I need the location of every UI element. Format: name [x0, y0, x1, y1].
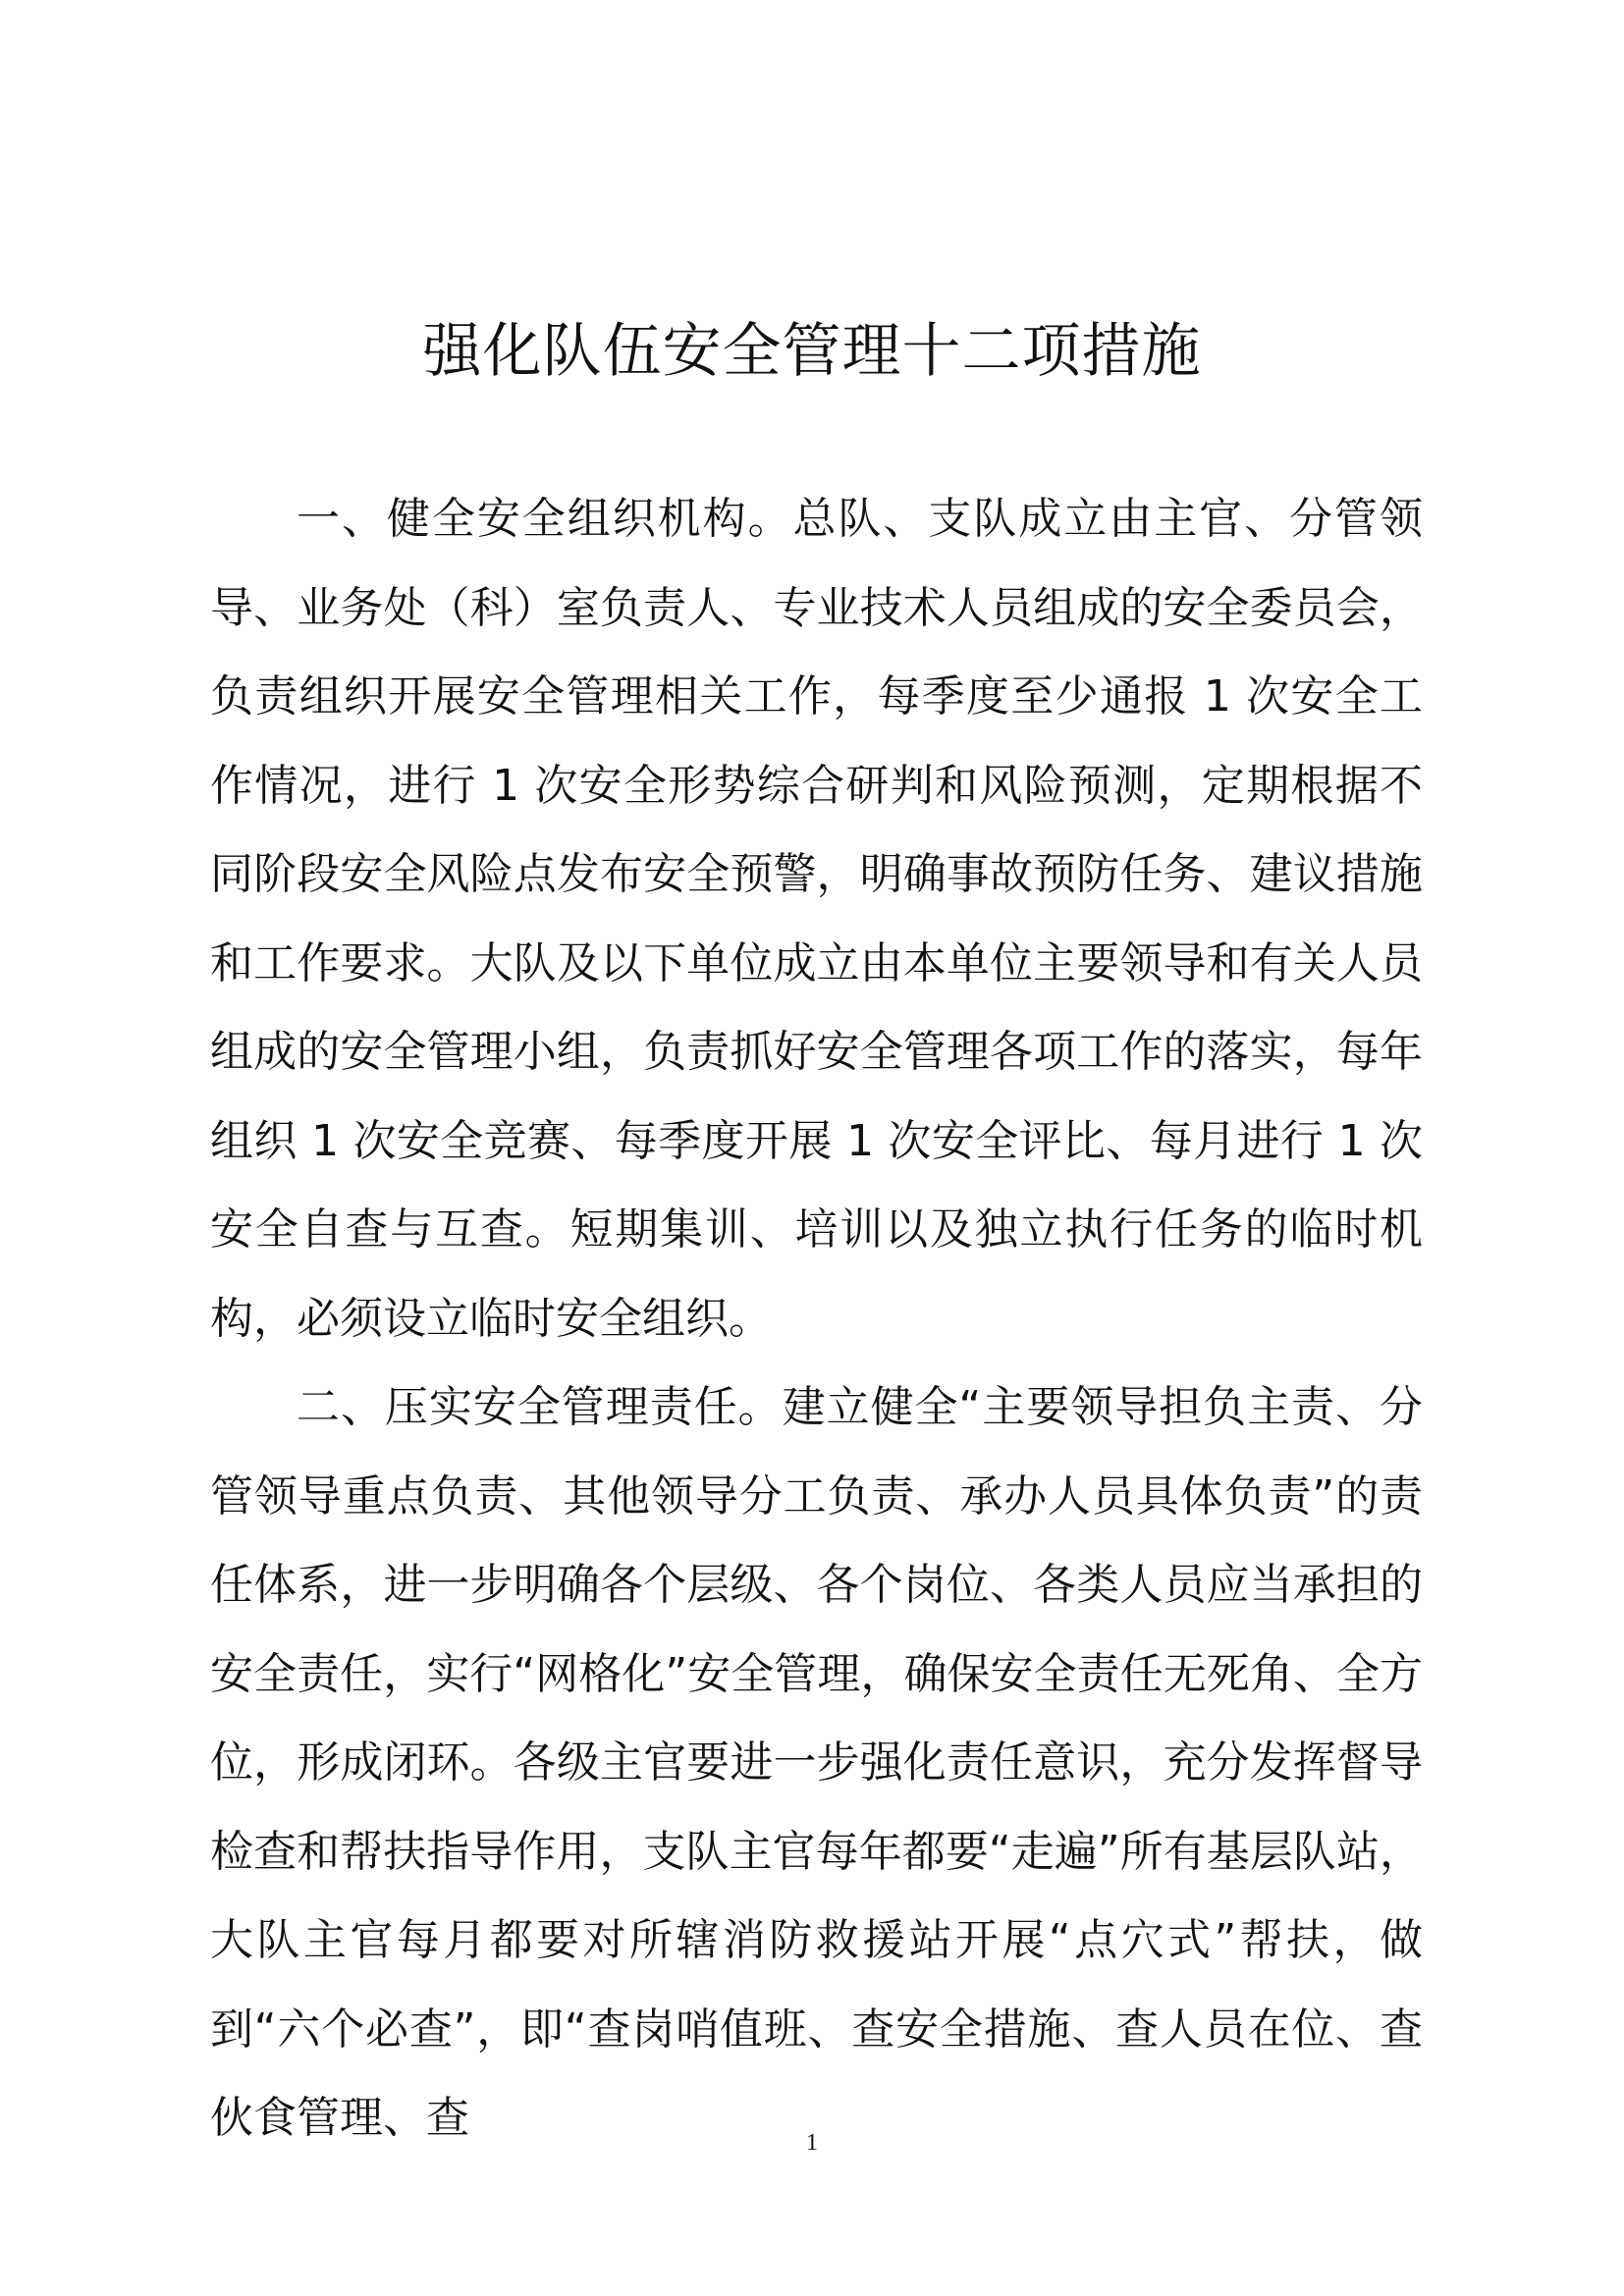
page-number: 1 [806, 2130, 818, 2156]
document-title: 强化队伍安全管理十二项措施 [422, 317, 1202, 386]
paragraph-2: 二、压实安全管理责任。建立健全“主要领导担负主责、分管领导重点负责、其他领导分工负责、承办人员具体负责”的责任体系，进一步明确各个层级、各个岗位、各类人员应当承担的安全责任，实行“网格化”安全管理，确保安全责任无死角、全方位，形成闭环。各级主官要进一步强化责任意识，充分发挥督导检查和帮扶指导作用，支队主官每年都要“走遍”所有基层队站，大队主官每月都要对所辖消防救援站开展“点穴式”帮扶，做到“六个必查”，即“查岗哨值班、查安全措施、查人员在位、查伙食管理、查 [210, 1382, 1423, 2143]
document-body [210, 475, 1423, 2163]
paragraph-1: 一、健全安全组织机构。总队、支队成立由主官、分管领导、业务处（科）室负责人、专业技术人员组成的安全委员会，负责组织开展安全管理相关工作，每季度至少通报 1 次安全工作情况，进行 1 次安全形势综合研判和风险预测，定期根据不同阶段安全风险点发布安全预警，明确事故预防任务、建议措施和工作要求。大队及以下单位成立由本单位主要领导和有关人员组成的安全管理小组，负责抓好安全管理各项工作的落实，每年组织 1 次安全竞赛、每季度开展 1 次安全评比、每月进行 1 次安全自查与互查。短期集训、培训以及独立执行任务的临时机构，必须设立临时安全组织。 [210, 494, 1423, 1344]
